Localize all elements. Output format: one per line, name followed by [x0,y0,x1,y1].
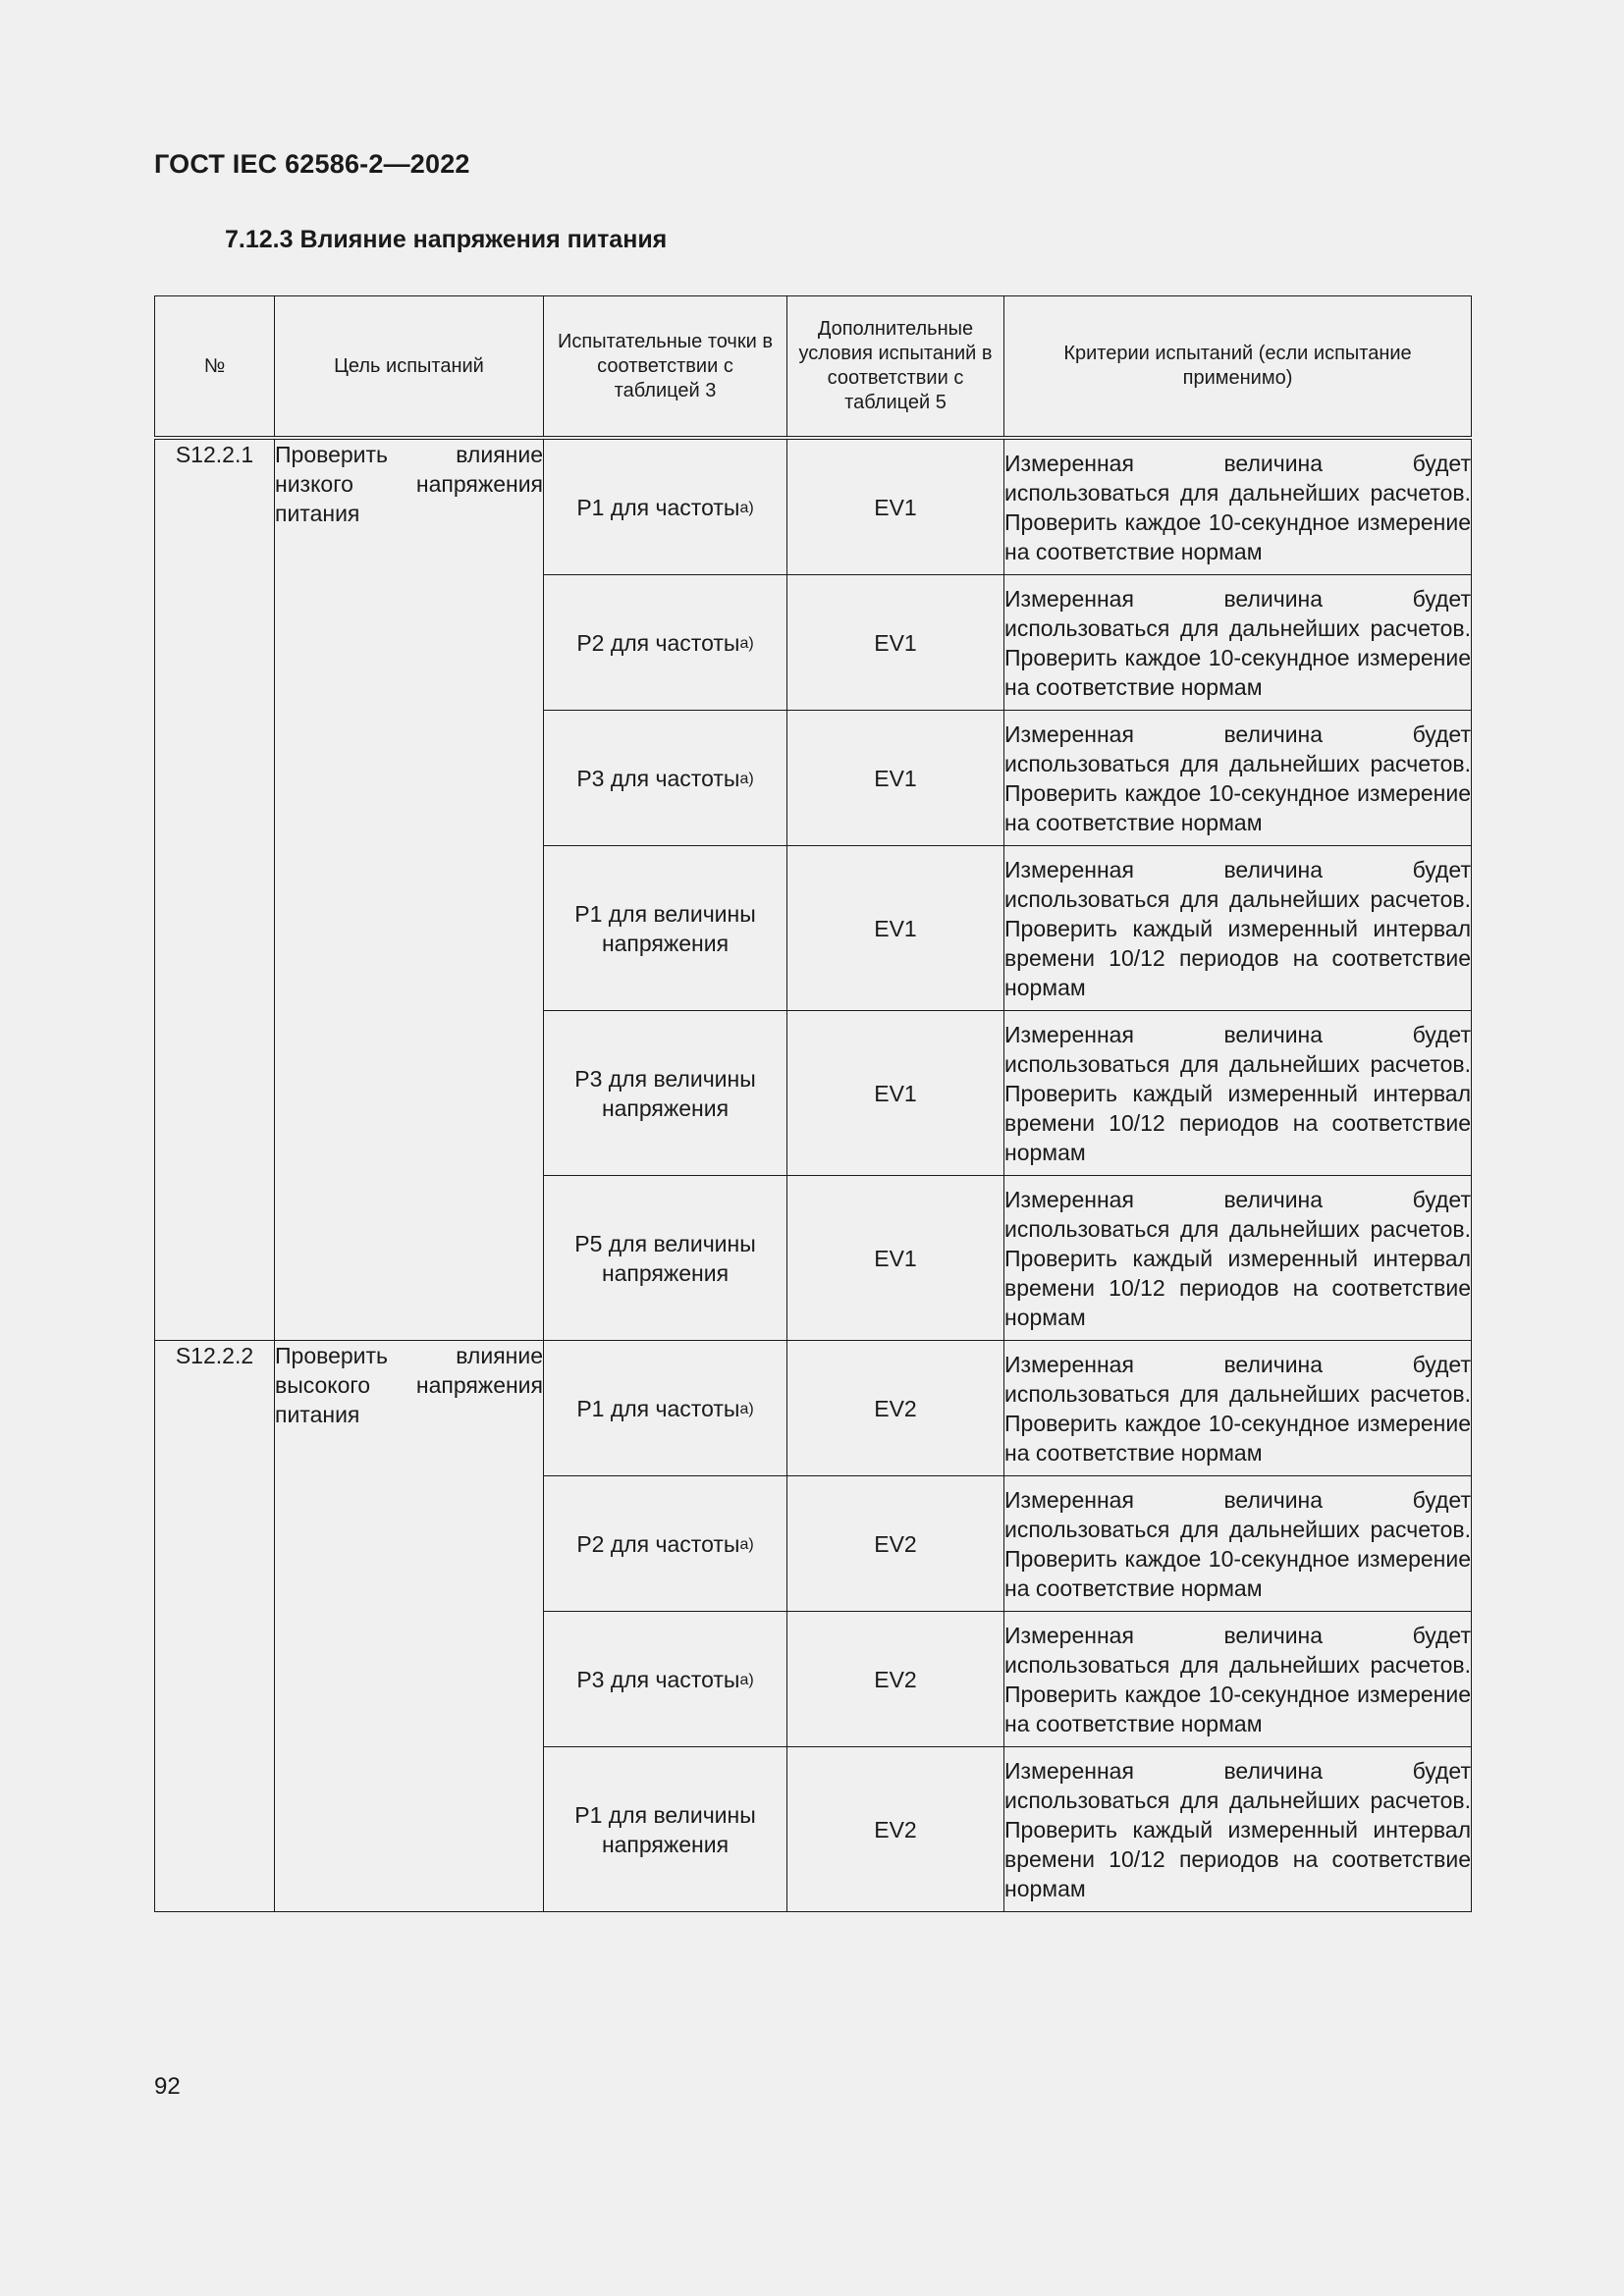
test-criteria: Измеренная величина будет использоваться для дальнейших расчетов. Проверить каждый измеренный интервал времени 10/12 периодов на соответствие нормам [1004,1176,1472,1341]
test-condition: EV2 [787,1341,1004,1476]
test-criteria: Измеренная величина будет использоваться для дальнейших расчетов. Проверить каждое 10-секундное измерение на соответствие нормам [1004,1612,1472,1747]
column-header-conditions: Дополнительные условия испытаний в соответствии с таблицей 5 [787,296,1004,439]
test-criteria: Измеренная величина будет использоваться для дальнейших расчетов. Проверить каждое 10-секундное измерение на соответствие нормам [1004,1476,1472,1612]
test-id: S12.2.2 [155,1341,275,1912]
page-number: 92 [154,2073,181,2100]
test-criteria: Измеренная величина будет использоваться для дальнейших расчетов. Проверить каждое 10-секундное измерение на соответствие нормам [1004,711,1472,846]
test-point: P1 для частоты$^{a)}$ [544,1341,787,1476]
test-point: P3 для величины напряжения [544,1011,787,1176]
table-row [155,1341,1472,1476]
test-condition: EV2 [787,1747,1004,1912]
section-title: 7.12.3 Влияние напряжения питания [225,226,668,253]
test-condition: EV1 [787,1176,1004,1341]
test-condition: EV2 [787,1612,1004,1747]
test-criteria: Измеренная величина будет использоваться для дальнейших расчетов. Проверить каждое 10-секундное измерение на соответствие нормам [1004,438,1472,575]
column-header-purpose: Цель испытаний [275,296,544,439]
test-point: P3 для частоты$^{a)}$ [544,711,787,846]
test-condition: EV2 [787,1476,1004,1612]
test-id: S12.2.1 [155,438,275,1341]
test-purpose: Проверить влияние низкого напряжения питания [275,438,544,1341]
table-header-row [155,296,1472,439]
column-header-criteria: Критерии испытаний (если испытание применимо) [1004,296,1472,439]
test-point: P2 для частоты$^{a)}$ [544,1476,787,1612]
column-header-test-points: Испытательные точки в соответствии с таблицей 3 [544,296,787,439]
test-table [154,295,1472,1912]
test-purpose: Проверить влияние высокого напряжения питания [275,1341,544,1912]
test-condition: EV1 [787,1011,1004,1176]
document-title: ГОСТ IEC 62586-2—2022 [154,149,470,179]
test-criteria: Измеренная величина будет использоваться для дальнейших расчетов. Проверить каждое 10-секундное измерение на соответствие нормам [1004,1341,1472,1476]
test-point: P5 для величины напряжения [544,1176,787,1341]
test-criteria: Измеренная величина будет использоваться для дальнейших расчетов. Проверить каждый измеренный интервал времени 10/12 периодов на соответствие нормам [1004,846,1472,1011]
test-criteria: Измеренная величина будет использоваться для дальнейших расчетов. Проверить каждое 10-секундное измерение на соответствие нормам [1004,575,1472,711]
test-point: P1 для величины напряжения [544,1747,787,1912]
test-criteria: Измеренная величина будет использоваться для дальнейших расчетов. Проверить каждый измеренный интервал времени 10/12 периодов на соответствие нормам [1004,1011,1472,1176]
test-condition: EV1 [787,438,1004,575]
test-point: P1 для величины напряжения [544,846,787,1011]
table-row [155,438,1472,575]
test-condition: EV1 [787,711,1004,846]
test-criteria: Измеренная величина будет использоваться для дальнейших расчетов. Проверить каждый измеренный интервал времени 10/12 периодов на соответствие нормам [1004,1747,1472,1912]
test-point: P2 для частоты$^{a)}$ [544,575,787,711]
test-condition: EV1 [787,846,1004,1011]
test-condition: EV1 [787,575,1004,711]
column-header-number: № [155,296,275,439]
test-point: P1 для частоты$^{a)}$ [544,438,787,575]
test-point: P3 для частоты$^{a)}$ [544,1612,787,1747]
